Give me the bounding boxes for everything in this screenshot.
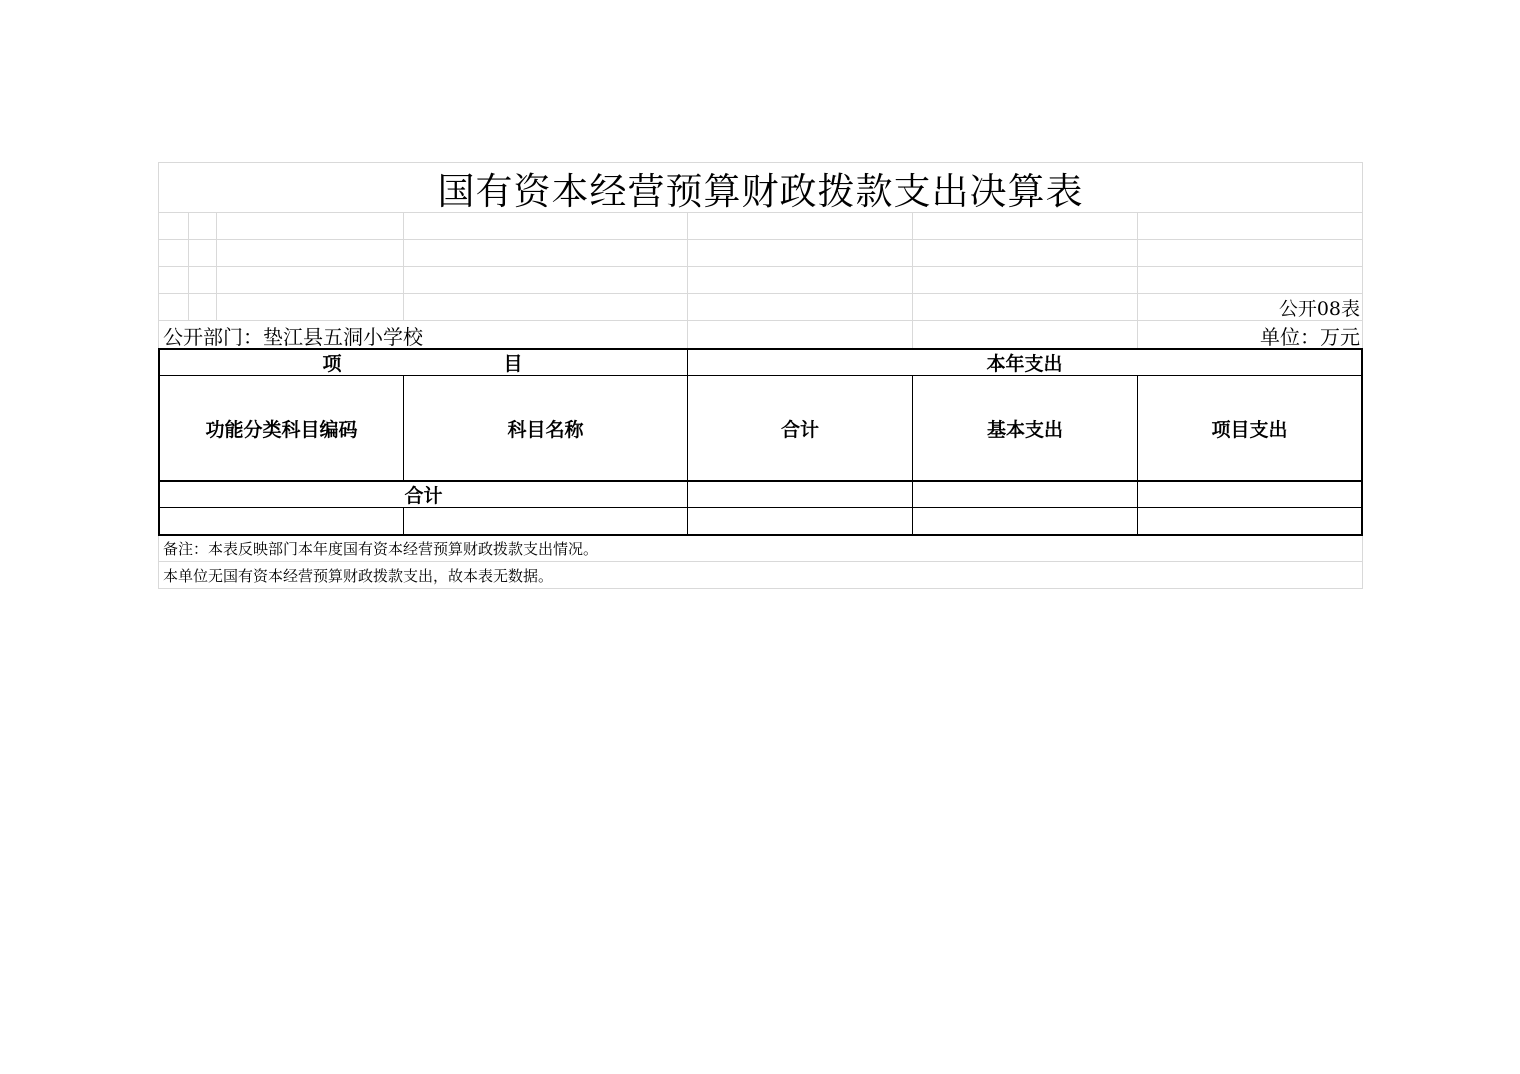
- total-row-label: 合计: [404, 485, 443, 507]
- header-item-char1: 项: [322, 353, 342, 375]
- table-cell-total: [688, 508, 912, 534]
- table-cell-project: [1138, 508, 1361, 534]
- department-label: 公开部门：垫江县五洞小学校: [163, 324, 423, 349]
- document-title: 国有资本经营预算财政拨款支出决算表: [437, 169, 1084, 213]
- total-row-basic: [913, 482, 1137, 507]
- column-header-subject-name: 科目名称: [507, 418, 584, 441]
- column-header-project-expenditure: 项目支出: [1211, 418, 1288, 441]
- header-current-year-expenditure: 本年支出: [986, 353, 1063, 375]
- table-cell-name: [404, 508, 687, 534]
- column-header-total: 合计: [780, 418, 819, 441]
- column-header-basic-expenditure: 基本支出: [986, 418, 1063, 441]
- table-cell-basic: [913, 508, 1137, 534]
- form-code: 公开08表: [1278, 298, 1360, 320]
- total-row-project: [1138, 482, 1361, 507]
- note-description: 备注：本表反映部门本年度国有资本经营预算财政拨款支出情况。: [163, 540, 599, 558]
- column-header-function-code: 功能分类科目编码: [205, 418, 358, 441]
- total-row-sum: [688, 482, 912, 507]
- unit-label: 单位：万元: [1260, 324, 1360, 349]
- header-item-char2: 目: [503, 353, 523, 375]
- table-cell-code: [160, 508, 403, 534]
- note-no-data: 本单位无国有资本经营预算财政拨款支出，故本表无数据。: [163, 566, 554, 585]
